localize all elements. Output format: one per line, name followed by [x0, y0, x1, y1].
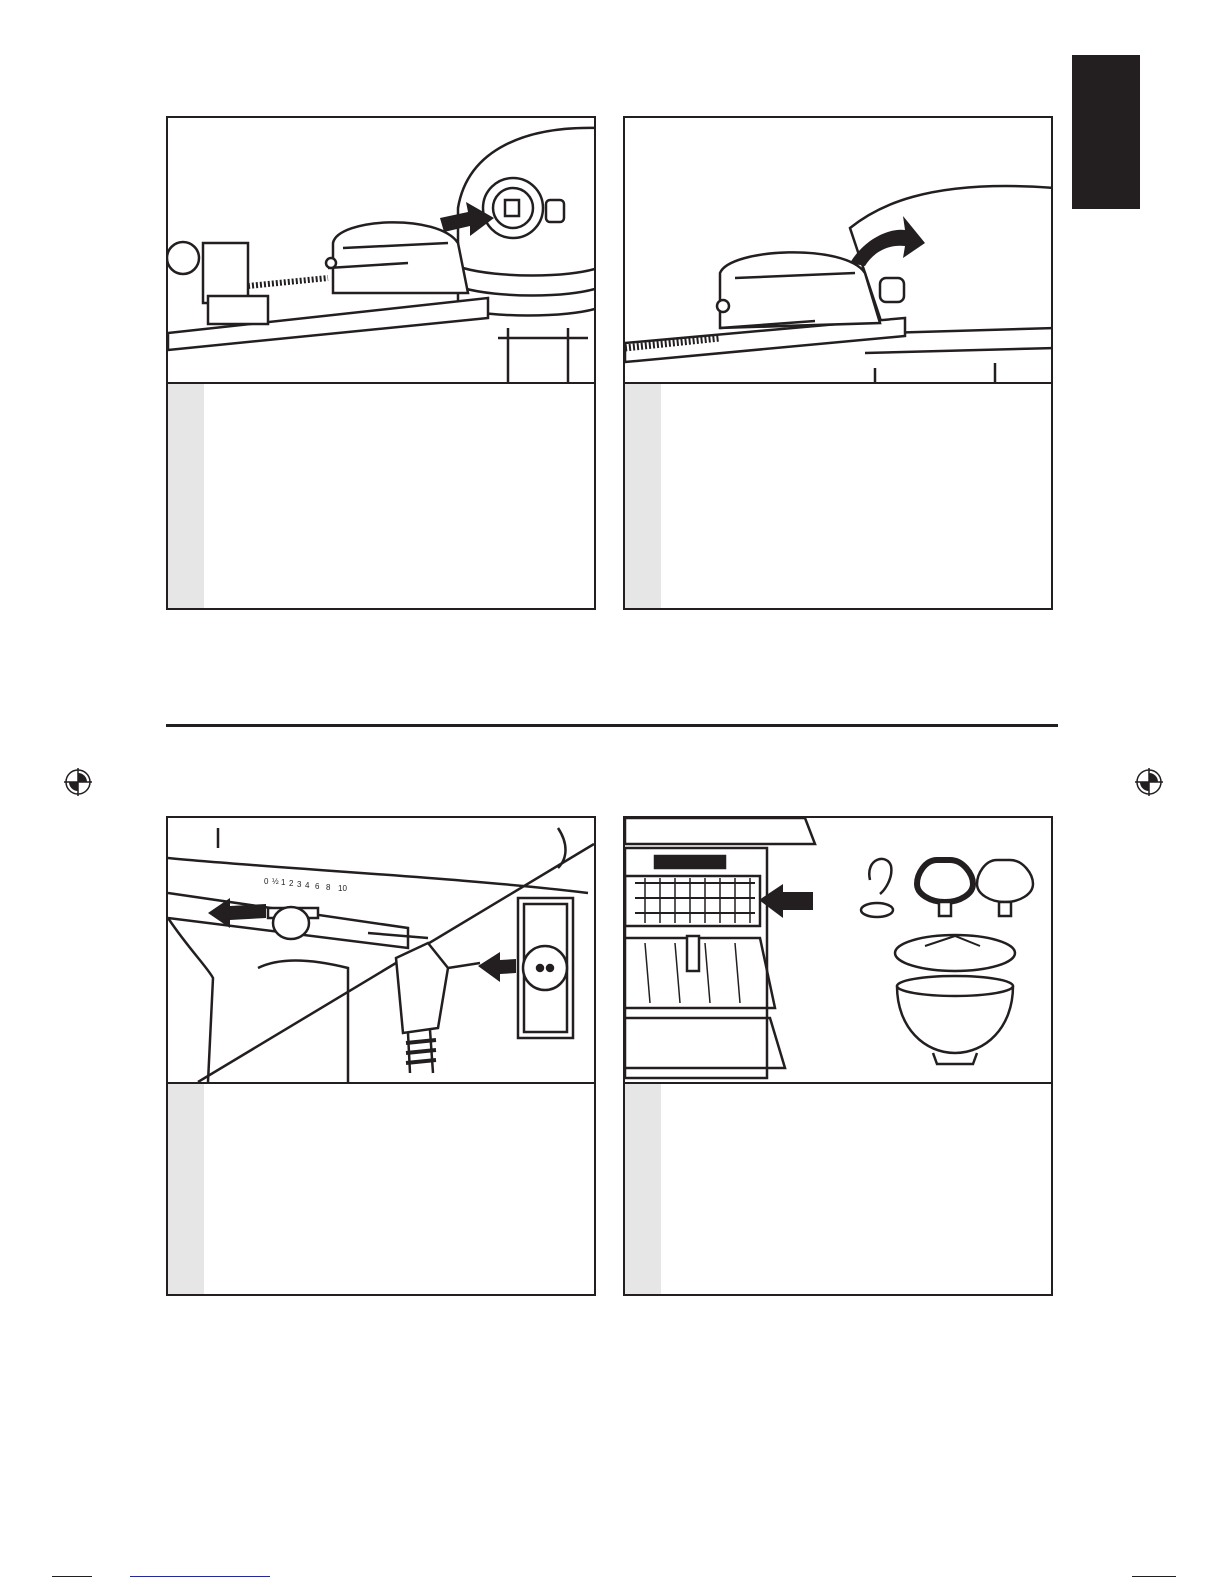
turn-off-unplug-illustration [168, 818, 594, 1084]
language-tab [1072, 55, 1140, 209]
step-1-text-area [168, 384, 594, 608]
step-strip [168, 384, 204, 608]
attachment-insert-illustration [168, 118, 594, 384]
step-strip [625, 384, 661, 608]
step-strip [625, 1084, 661, 1294]
registration-mark-right [1134, 767, 1164, 797]
instruction-panel-2 [623, 116, 1053, 610]
footer-line-right [1132, 1576, 1176, 1577]
speed-label-3: 3 [297, 880, 302, 889]
attachment-rotate-illustration [625, 118, 1051, 384]
step-2-text-area [625, 384, 1051, 608]
instruction-panel-3 [166, 816, 596, 1296]
speed-label-6: 6 [315, 882, 320, 891]
speed-label-4: 4 [305, 881, 310, 890]
speed-label-1: 1 [281, 878, 286, 887]
footer-link-line[interactable] [130, 1576, 270, 1577]
section-divider [166, 724, 1058, 727]
step-3-text-area [168, 1084, 594, 1294]
speed-label-10: 10 [338, 884, 347, 893]
registration-mark-left [63, 767, 93, 797]
instruction-panel-4 [623, 816, 1053, 1296]
step-4-text-area [625, 1084, 1051, 1294]
instruction-panel-1 [166, 116, 596, 610]
speed-label-8: 8 [326, 883, 331, 892]
speed-label-2: 2 [289, 879, 294, 888]
footer-line-left [52, 1576, 92, 1577]
dishwasher-parts-illustration [625, 818, 1051, 1084]
speed-label-0: 0 [264, 877, 269, 886]
speed-label-half: ½ [272, 877, 279, 886]
step-strip [168, 1084, 204, 1294]
